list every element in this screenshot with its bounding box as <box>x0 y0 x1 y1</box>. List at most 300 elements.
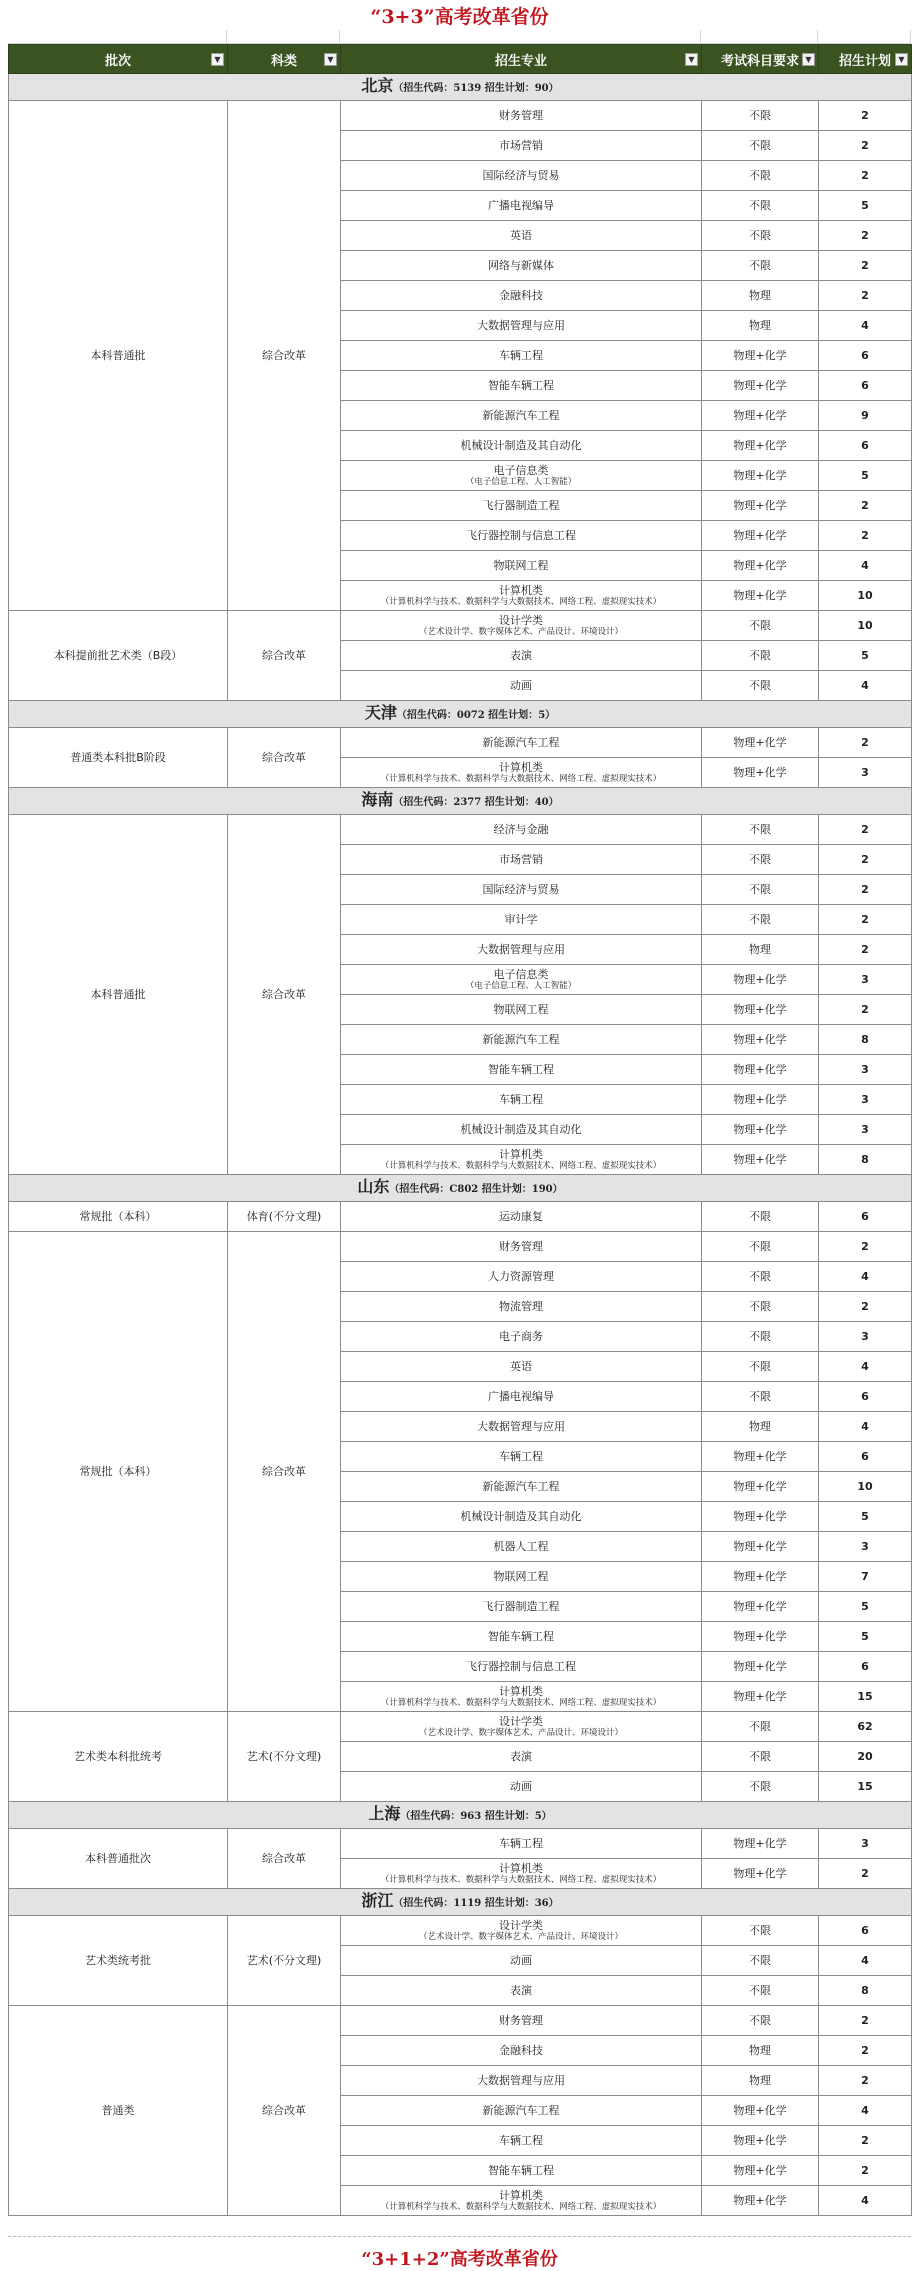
table-row <box>9 815 912 845</box>
major-name: 物联网工程 <box>493 1003 549 1016</box>
major-cell <box>341 461 702 491</box>
major-cell <box>341 1292 702 1322</box>
count-cell: 4 <box>819 551 912 581</box>
province-name: 山东 <box>357 1177 390 1196</box>
major-detail: （计算机科学与技术、数据科学与大数据技术、网络工程、虚拟现实技术） <box>380 1698 662 1708</box>
subject-cell: 不限 <box>702 875 819 905</box>
header-label: 科类 <box>270 53 297 69</box>
major-name: 市场营销 <box>499 139 543 152</box>
filter-dropdown-icon[interactable]: ▼ <box>211 53 224 66</box>
count-cell: 2 <box>819 2156 912 2186</box>
major-cell <box>341 2036 702 2066</box>
major-name: 审计学 <box>504 913 538 926</box>
spreadsheet <box>8 0 911 2270</box>
subject-cell: 物理 <box>702 311 819 341</box>
subject-cell: 物理+化学 <box>702 461 819 491</box>
major-cell <box>341 1532 702 1562</box>
major-name: 英语 <box>510 229 532 242</box>
count-cell: 2 <box>819 2066 912 2096</box>
subject-cell: 物理+化学 <box>702 1592 819 1622</box>
subject-cell: 物理+化学 <box>702 2126 819 2156</box>
subject-cell: 不限 <box>702 2006 819 2036</box>
major-name: 国际经济与贸易 <box>482 169 560 182</box>
subject-cell: 不限 <box>702 815 819 845</box>
subject-cell: 物理 <box>702 281 819 311</box>
province-header <box>9 788 912 815</box>
count-cell: 3 <box>819 1085 912 1115</box>
major-name: 新能源汽车工程 <box>482 736 560 749</box>
count-cell: 2 <box>819 281 912 311</box>
province-row <box>9 1175 912 1202</box>
major-name: 飞行器制造工程 <box>482 499 560 512</box>
batch-cell: 本科提前批艺术类（B段） <box>9 611 228 701</box>
batch-cell: 艺术类本科批统考 <box>9 1712 228 1802</box>
major-cell <box>341 371 702 401</box>
count-cell: 8 <box>819 1025 912 1055</box>
subject-cell: 不限 <box>702 671 819 701</box>
major-cell <box>341 491 702 521</box>
table-row <box>9 611 912 641</box>
major-cell <box>341 875 702 905</box>
count-cell: 4 <box>819 1352 912 1382</box>
major-cell <box>341 1829 702 1859</box>
table-row <box>9 1712 912 1742</box>
major-cell <box>341 1232 702 1262</box>
batch-cell: 普通类 <box>9 2006 228 2216</box>
province-info: （招生代码：5139 招生计划：90） <box>393 83 559 94</box>
subject-cell: 物理+化学 <box>702 1652 819 1682</box>
major-cell <box>341 965 702 995</box>
major-detail: （艺术设计学、数字媒体艺术、产品设计、环境设计） <box>418 1932 623 1942</box>
major-cell <box>341 101 702 131</box>
major-cell <box>341 728 702 758</box>
major-detail: （计算机科学与技术、数据科学与大数据技术、网络工程、虚拟现实技术） <box>380 1875 662 1885</box>
province-code: 963 <box>460 1811 482 1822</box>
major-name: 飞行器控制与信息工程 <box>466 1660 576 1673</box>
major-cell <box>341 1859 702 1889</box>
major-name: 广播电视编导 <box>488 199 554 212</box>
table-row <box>9 1202 912 1232</box>
category-cell: 综合改革 <box>228 1829 341 1889</box>
major-name: 金融科技 <box>499 289 543 302</box>
major-cell <box>341 1262 702 1292</box>
subject-cell: 不限 <box>702 1742 819 1772</box>
count-cell: 5 <box>819 461 912 491</box>
major-name: 智能车辆工程 <box>488 2164 554 2177</box>
header-label: 批次 <box>104 53 131 69</box>
table-row <box>9 728 912 758</box>
major-name: 大数据管理与应用 <box>477 2074 565 2087</box>
major-name: 计算机类 <box>499 584 543 597</box>
header-count <box>819 45 912 74</box>
major-name: 大数据管理与应用 <box>477 1420 565 1433</box>
subject-cell: 物理+化学 <box>702 431 819 461</box>
major-cell <box>341 341 702 371</box>
province-plan: 36 <box>534 1898 549 1909</box>
count-cell: 2 <box>819 815 912 845</box>
count-cell: 4 <box>819 1412 912 1442</box>
province-info: （招生代码：1119 招生计划：36） <box>393 1898 559 1909</box>
major-cell <box>341 551 702 581</box>
major-cell <box>341 935 702 965</box>
count-cell: 2 <box>819 2036 912 2066</box>
major-name: 新能源汽车工程 <box>482 2104 560 2117</box>
count-cell: 20 <box>819 1742 912 1772</box>
major-cell <box>341 281 702 311</box>
major-detail: （计算机科学与技术、数据科学与大数据技术、网络工程、虚拟现实技术） <box>380 2202 662 2212</box>
batch-cell: 本科普通批次 <box>9 1829 228 1889</box>
count-cell: 4 <box>819 1946 912 1976</box>
count-cell: 6 <box>819 341 912 371</box>
subject-cell: 物理 <box>702 1412 819 1442</box>
count-cell: 3 <box>819 965 912 995</box>
major-name: 智能车辆工程 <box>488 379 554 392</box>
count-cell: 6 <box>819 1916 912 1946</box>
next-section-title: “3+1+2”高考改革省份 <box>361 2249 558 2270</box>
major-cell <box>341 1322 702 1352</box>
province-plan: 40 <box>534 797 549 808</box>
major-name: 智能车辆工程 <box>488 1630 554 1643</box>
count-cell: 5 <box>819 1592 912 1622</box>
province-header <box>9 1889 912 1916</box>
subject-cell: 物理+化学 <box>702 2186 819 2216</box>
major-detail: （计算机科学与技术、数据科学与大数据技术、网络工程、虚拟现实技术） <box>380 1161 662 1171</box>
province-info: （招生代码：C802 招生计划：190） <box>389 1184 563 1195</box>
major-cell <box>341 1442 702 1472</box>
major-detail: （电子信息工程、人工智能） <box>465 981 577 991</box>
count-cell: 6 <box>819 371 912 401</box>
subject-cell: 物理+化学 <box>702 2096 819 2126</box>
filter-dropdown-icon[interactable]: ▼ <box>895 53 908 66</box>
count-cell: 3 <box>819 1115 912 1145</box>
subject-cell: 物理+化学 <box>702 1145 819 1175</box>
subject-cell: 物理+化学 <box>702 491 819 521</box>
major-cell <box>341 581 702 611</box>
subject-cell: 不限 <box>702 191 819 221</box>
subject-cell: 物理+化学 <box>702 1115 819 1145</box>
major-cell <box>341 2066 702 2096</box>
count-cell: 6 <box>819 1652 912 1682</box>
count-cell: 10 <box>819 581 912 611</box>
major-cell <box>341 191 702 221</box>
category-cell: 综合改革 <box>228 815 341 1175</box>
major-name: 设计学类 <box>499 1715 543 1728</box>
province-header <box>9 1175 912 1202</box>
major-name: 金融科技 <box>499 2044 543 2057</box>
major-name: 新能源汽车工程 <box>482 409 560 422</box>
count-cell: 2 <box>819 1859 912 1889</box>
major-name: 车辆工程 <box>499 349 543 362</box>
subject-cell: 不限 <box>702 251 819 281</box>
table-row <box>9 1916 912 1946</box>
subject-cell: 不限 <box>702 101 819 131</box>
category-cell: 综合改革 <box>228 611 341 701</box>
count-cell: 15 <box>819 1682 912 1712</box>
count-cell: 9 <box>819 401 912 431</box>
major-name: 飞行器控制与信息工程 <box>466 529 576 542</box>
major-cell <box>341 611 702 641</box>
category-cell: 综合改革 <box>228 101 341 611</box>
subject-cell: 物理+化学 <box>702 341 819 371</box>
filter-dropdown-icon[interactable]: ▼ <box>324 53 337 66</box>
batch-cell: 本科普通批 <box>9 815 228 1175</box>
major-name: 人力资源管理 <box>488 1270 554 1283</box>
count-cell: 2 <box>819 101 912 131</box>
count-cell: 5 <box>819 191 912 221</box>
table-row <box>9 101 912 131</box>
province-header <box>9 1802 912 1829</box>
subject-cell: 不限 <box>702 611 819 641</box>
count-cell: 2 <box>819 2006 912 2036</box>
major-cell <box>341 1145 702 1175</box>
header-label: 招生计划 <box>838 53 891 69</box>
subject-cell: 不限 <box>702 905 819 935</box>
subject-cell: 不限 <box>702 1322 819 1352</box>
major-name: 大数据管理与应用 <box>477 319 565 332</box>
major-cell <box>341 131 702 161</box>
subject-cell: 物理+化学 <box>702 728 819 758</box>
count-cell: 2 <box>819 221 912 251</box>
major-cell <box>341 1652 702 1682</box>
major-cell <box>341 401 702 431</box>
subject-cell: 不限 <box>702 131 819 161</box>
subject-cell: 物理+化学 <box>702 995 819 1025</box>
major-name: 物联网工程 <box>493 1570 549 1583</box>
major-cell <box>341 521 702 551</box>
province-info: （招生代码：963 招生计划：5） <box>400 1811 552 1822</box>
major-name: 车辆工程 <box>499 1093 543 1106</box>
major-cell <box>341 1916 702 1946</box>
category-cell: 艺术(不分文理) <box>228 1916 341 2006</box>
major-cell <box>341 1682 702 1712</box>
count-cell: 2 <box>819 491 912 521</box>
major-name: 智能车辆工程 <box>488 1063 554 1076</box>
province-name: 北京 <box>361 76 394 95</box>
batch-cell: 普通类本科批B阶段 <box>9 728 228 788</box>
major-name: 表演 <box>510 649 532 662</box>
category-cell: 综合改革 <box>228 728 341 788</box>
province-code: C802 <box>449 1184 479 1195</box>
table-row <box>9 2006 912 2036</box>
count-cell: 6 <box>819 1382 912 1412</box>
count-cell: 2 <box>819 905 912 935</box>
major-name: 新能源汽车工程 <box>482 1033 560 1046</box>
category-cell: 体育(不分文理) <box>228 1202 341 1232</box>
major-cell <box>341 1712 702 1742</box>
major-name: 经济与金融 <box>493 823 549 836</box>
header-subject <box>702 45 819 74</box>
province-row <box>9 1802 912 1829</box>
major-name: 电子信息类 <box>493 464 549 477</box>
major-cell <box>341 1055 702 1085</box>
count-cell: 2 <box>819 131 912 161</box>
count-cell: 4 <box>819 2096 912 2126</box>
count-cell: 8 <box>819 1976 912 2006</box>
province-plan: 90 <box>534 83 549 94</box>
province-header <box>9 701 912 728</box>
major-cell <box>341 251 702 281</box>
major-name: 机械设计制造及其自动化 <box>460 1510 582 1523</box>
major-cell <box>341 1025 702 1055</box>
major-name: 飞行器制造工程 <box>482 1600 560 1613</box>
major-name: 机械设计制造及其自动化 <box>460 439 582 452</box>
province-info: （招生代码：2377 招生计划：40） <box>393 797 559 808</box>
batch-cell: 常规批（本科） <box>9 1232 228 1712</box>
major-name: 财务管理 <box>499 1240 543 1253</box>
major-name: 国际经济与贸易 <box>482 883 560 896</box>
subject-cell: 不限 <box>702 1772 819 1802</box>
header-major <box>341 45 702 74</box>
subject-cell: 物理+化学 <box>702 1859 819 1889</box>
major-cell <box>341 1352 702 1382</box>
count-cell: 4 <box>819 311 912 341</box>
header-category <box>228 45 341 74</box>
major-cell <box>341 1202 702 1232</box>
subject-cell: 物理+化学 <box>702 401 819 431</box>
subject-cell: 不限 <box>702 1976 819 2006</box>
count-cell: 3 <box>819 1829 912 1859</box>
count-cell: 3 <box>819 1322 912 1352</box>
count-cell: 2 <box>819 728 912 758</box>
province-row <box>9 788 912 815</box>
major-name: 英语 <box>510 1360 532 1373</box>
sheet-title: “3+3”高考改革省份 <box>370 5 549 28</box>
count-cell: 2 <box>819 875 912 905</box>
filter-dropdown-icon[interactable]: ▼ <box>685 53 698 66</box>
major-name: 物联网工程 <box>493 559 549 572</box>
province-name: 浙江 <box>361 1891 394 1910</box>
major-cell <box>341 845 702 875</box>
major-name: 计算机类 <box>499 1862 543 1875</box>
subject-cell: 物理+化学 <box>702 1682 819 1712</box>
major-cell <box>341 641 702 671</box>
major-name: 表演 <box>510 1984 532 1997</box>
subject-cell: 不限 <box>702 1262 819 1292</box>
count-cell: 8 <box>819 1145 912 1175</box>
table-row <box>9 1829 912 1859</box>
province-code: 5139 <box>453 83 482 94</box>
count-cell: 6 <box>819 1442 912 1472</box>
major-cell <box>341 1115 702 1145</box>
major-name: 运动康复 <box>499 1210 543 1223</box>
major-cell <box>341 1382 702 1412</box>
major-cell <box>341 758 702 788</box>
subject-cell: 物理+化学 <box>702 521 819 551</box>
major-name: 网络与新媒体 <box>488 259 554 272</box>
count-cell: 15 <box>819 1772 912 1802</box>
batch-cell: 艺术类统考批 <box>9 1916 228 2006</box>
count-cell: 2 <box>819 995 912 1025</box>
subject-cell: 物理+化学 <box>702 758 819 788</box>
subject-cell: 不限 <box>702 1382 819 1412</box>
count-cell: 6 <box>819 431 912 461</box>
major-name: 计算机类 <box>499 2189 543 2202</box>
major-cell <box>341 1472 702 1502</box>
subject-cell: 不限 <box>702 161 819 191</box>
major-cell <box>341 1562 702 1592</box>
major-name: 表演 <box>510 1750 532 1763</box>
province-row <box>9 1889 912 1916</box>
province-code: 2377 <box>453 797 482 808</box>
subject-cell: 物理 <box>702 2036 819 2066</box>
count-cell: 5 <box>819 641 912 671</box>
major-name: 车辆工程 <box>499 1450 543 1463</box>
province-plan: 5 <box>538 710 546 721</box>
subject-cell: 物理+化学 <box>702 1055 819 1085</box>
table-body <box>9 74 912 2216</box>
province-name: 海南 <box>361 790 394 809</box>
batch-cell: 常规批（本科） <box>9 1202 228 1232</box>
count-cell: 3 <box>819 1055 912 1085</box>
province-plan: 190 <box>531 1184 553 1195</box>
subject-cell: 不限 <box>702 1712 819 1742</box>
major-cell <box>341 2096 702 2126</box>
major-detail: （计算机科学与技术、数据科学与大数据技术、网络工程、虚拟现实技术） <box>380 774 662 784</box>
filter-dropdown-icon[interactable]: ▼ <box>802 53 815 66</box>
major-cell <box>341 311 702 341</box>
count-cell: 2 <box>819 1292 912 1322</box>
major-cell <box>341 1946 702 1976</box>
header-batch <box>9 45 228 74</box>
major-name: 电子商务 <box>499 1330 543 1343</box>
subject-cell: 物理+化学 <box>702 1622 819 1652</box>
subject-cell: 不限 <box>702 641 819 671</box>
province-code: 1119 <box>453 1898 482 1909</box>
count-cell: 6 <box>819 1202 912 1232</box>
count-cell: 2 <box>819 845 912 875</box>
count-cell: 4 <box>819 2186 912 2216</box>
count-cell: 2 <box>819 521 912 551</box>
subject-cell: 物理+化学 <box>702 1472 819 1502</box>
subject-cell: 物理+化学 <box>702 1085 819 1115</box>
major-name: 机器人工程 <box>493 1540 549 1553</box>
subject-cell: 物理+化学 <box>702 551 819 581</box>
subject-cell: 物理 <box>702 935 819 965</box>
province-row <box>9 701 912 728</box>
province-name: 上海 <box>368 1804 401 1823</box>
header-label: 考试科目要求 <box>720 53 799 69</box>
blank-grid-row <box>8 30 911 44</box>
count-cell: 3 <box>819 1532 912 1562</box>
subject-cell: 物理+化学 <box>702 1532 819 1562</box>
major-name: 动画 <box>510 1954 532 1967</box>
major-detail: （计算机科学与技术、数据科学与大数据技术、网络工程、虚拟现实技术） <box>380 597 662 607</box>
major-name: 动画 <box>510 679 532 692</box>
subject-cell: 物理+化学 <box>702 1562 819 1592</box>
subject-cell: 不限 <box>702 1916 819 1946</box>
major-cell <box>341 1622 702 1652</box>
major-name: 财务管理 <box>499 2014 543 2027</box>
major-cell <box>341 905 702 935</box>
major-cell <box>341 1976 702 2006</box>
table-row <box>9 1232 912 1262</box>
major-cell <box>341 815 702 845</box>
major-cell <box>341 1502 702 1532</box>
major-name: 计算机类 <box>499 1685 543 1698</box>
major-name: 大数据管理与应用 <box>477 943 565 956</box>
major-cell <box>341 1742 702 1772</box>
province-info: （招生代码：0072 招生计划：5） <box>396 710 556 721</box>
subject-cell: 不限 <box>702 1352 819 1382</box>
major-name: 车辆工程 <box>499 2134 543 2147</box>
subject-cell: 不限 <box>702 845 819 875</box>
category-cell: 艺术(不分文理) <box>228 1712 341 1802</box>
major-name: 市场营销 <box>499 853 543 866</box>
province-name: 天津 <box>364 703 397 722</box>
major-cell <box>341 2006 702 2036</box>
count-cell: 5 <box>819 1502 912 1532</box>
subject-cell: 不限 <box>702 1232 819 1262</box>
